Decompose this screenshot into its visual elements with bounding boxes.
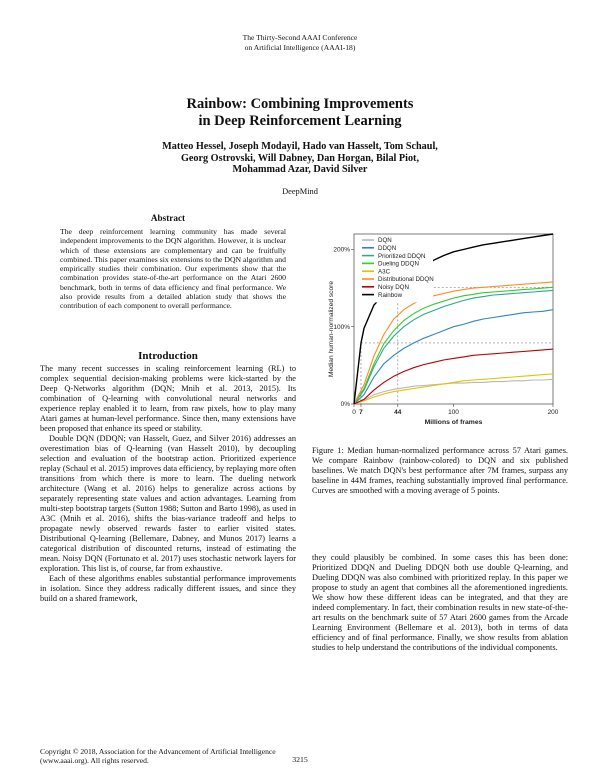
- conference-line-2: on Artificial Intelligence (AAAI-18): [244, 43, 356, 52]
- abstract-heading: Abstract: [150, 213, 186, 223]
- series-line-4: [354, 374, 553, 404]
- authors-line-3: Mohammad Azar, David Silver: [232, 164, 368, 176]
- conference-header: [0, 33, 600, 53]
- x-tick-label-3: 100: [448, 409, 459, 416]
- title-line-1: Rainbow: Combining Improvements: [186, 96, 414, 112]
- paper-title: [0, 96, 600, 130]
- figure-caption: Figure 1: Median human-normalized performance across 57 Atari games. We compare Rainbow (rainbow-colored) to DQN and six published baselines. We match DQN's best performance after 7M frames, surpass any baseline in 44M frames, reaching substantially improved final performance. Curves are smoothed with a moving average of 5 points.: [312, 446, 568, 495]
- authors-line-1: Matteo Hessel, Joseph Modayil, Hado van Hasselt, Tom Schaul,: [162, 141, 438, 152]
- y-axis-label: Median human-normalized score: [328, 280, 335, 378]
- authors-line-2: Georg Ostrovski, Will Dabney, Dan Horgan, Bilal Piot,: [180, 152, 419, 164]
- x-tick-label-0: 0: [352, 409, 356, 416]
- series-line-1: [354, 310, 553, 404]
- intro-paragraph-col2: they could plausibly be combined. In some cases this has been done: Prioritized DDQN and Dueling DDQN both use double Q-learning, and Dueling DDQN was also combined with prioritized replay. In this paper we propose to study an agent that combines all the aforementioned ingredients. We show how these different ideas can be integrated, and that they are indeed complementary. In fact, their combination results in new state-of-the-art results on the benchmark suite of 57 Atari 2600 games from the Arcade Learning Environment (Bellemare et al. 2013), both in terms of data efficiency and of final performance. Finally, we show results from ablation studies to help understand the contributions of the individual components.: [312, 553, 568, 653]
- x-tick-label-2: 44: [394, 409, 402, 416]
- introduction-column-2: [312, 553, 568, 653]
- affiliation: DeepMind: [282, 187, 318, 196]
- legend-label-7: Rainbow: [378, 291, 403, 299]
- legend-label-2: Prioritized DDQN: [378, 252, 426, 260]
- legend-label-0: DQN: [378, 237, 392, 245]
- y-tick-label-0: 0%: [340, 401, 350, 409]
- introduction-heading: Introduction: [138, 350, 198, 362]
- x-axis-label: Millions of frames: [424, 419, 483, 426]
- intro-paragraph-2: Double DQN (DDQN; van Hasselt, Guez, and Silver 2016) addresses an overestimation bias of Q-learning (van Hasselt 2010), by decoupling selection and evaluation of the bootstrap action. Prioritized experience replay (Schaul et al. 2015) improves data efficiency, by replaying more often transitions from which there is more to learn. The dueling network architecture (Wang et al. 2016) helps to generalize across actions by separately representing state values and action advantages. Learning from multi-step bootstrap targets (Sutton 1988; Sutton and Barto 1998), as used in A3C (Mnih et al. 2016), shifts the bias-variance tradeoff and helps to propagate newly observed rewards faster to earlier visited states. Distributional Q-learning (Bellemare, Dabney, and Munos 2017) learns a categorical distribution of discounted returns, instead of estimating the mean. Noisy DQN (Fortunato et al. 2017) uses stochastic network layers for exploration. This list is, of course, far from exhaustive.: [40, 434, 296, 574]
- copyright-notice: Copyright © 2018, Association for the Advancement of Artificial Intelligence (www.aaai.org). All rights reserved.: [40, 747, 276, 765]
- title-line-2: in Deep Reinforcement Learning: [198, 113, 402, 129]
- conference-line-1: The Thirty-Second AAAI Conference: [242, 33, 358, 42]
- x-tick-label-4: 200: [547, 409, 559, 416]
- series-line-3: [354, 287, 553, 404]
- intro-paragraph-1: The many recent successes in scaling reinforcement learning (RL) to complex sequential decision-making problems were kick-started by the Deep Q-Networks algorithm (DQN; Mnih et al. 2013, 2015). Its combination of Q-learning with convolutional neural networks and experience replay enabled it to learn, from raw pixels, how to play many Atari games at human-level performance. Since then, many extensions have been proposed that enhance its speed or stability.: [40, 364, 296, 434]
- legend-label-6: Noisy DQN: [378, 284, 409, 291]
- page-number: 3215: [292, 755, 308, 764]
- intro-paragraph-3: Each of these algorithms enables substantial performance improvements in isolation. Since they address radically different issues, and since they build on a shared framework,: [40, 574, 296, 604]
- performance-chart: [318, 226, 563, 434]
- abstract-text: The deep reinforcement learning community has made several independent improvements to the DQN algorithm. However, it is unclear which of these extensions are complementary and can be fruitfully combined. This paper examines six extensions to the DQN algorithm and empirically studies their combination. Our experiments show that the combination provides state-of-the-art performance on the Atari 2600 benchmark, both in terms of data efficiency and final performance. We also provide results from a detailed ablation study that shows the contribution of each component to overall performance.: [60, 227, 286, 311]
- legend-label-4: A3C: [378, 268, 391, 276]
- legend-label-5: Distributional DDQN: [378, 276, 434, 284]
- y-tick-label-1: 100%: [333, 323, 350, 331]
- legend-label-3: Dueling DDQN: [378, 260, 419, 268]
- x-tick-label-1: 7: [359, 409, 363, 416]
- author-list: [0, 141, 600, 176]
- y-tick-label-2: 200%: [333, 246, 350, 254]
- legend-label-1: DDQN: [378, 245, 397, 252]
- series-line-2: [354, 290, 553, 404]
- introduction-column-1: [40, 364, 296, 604]
